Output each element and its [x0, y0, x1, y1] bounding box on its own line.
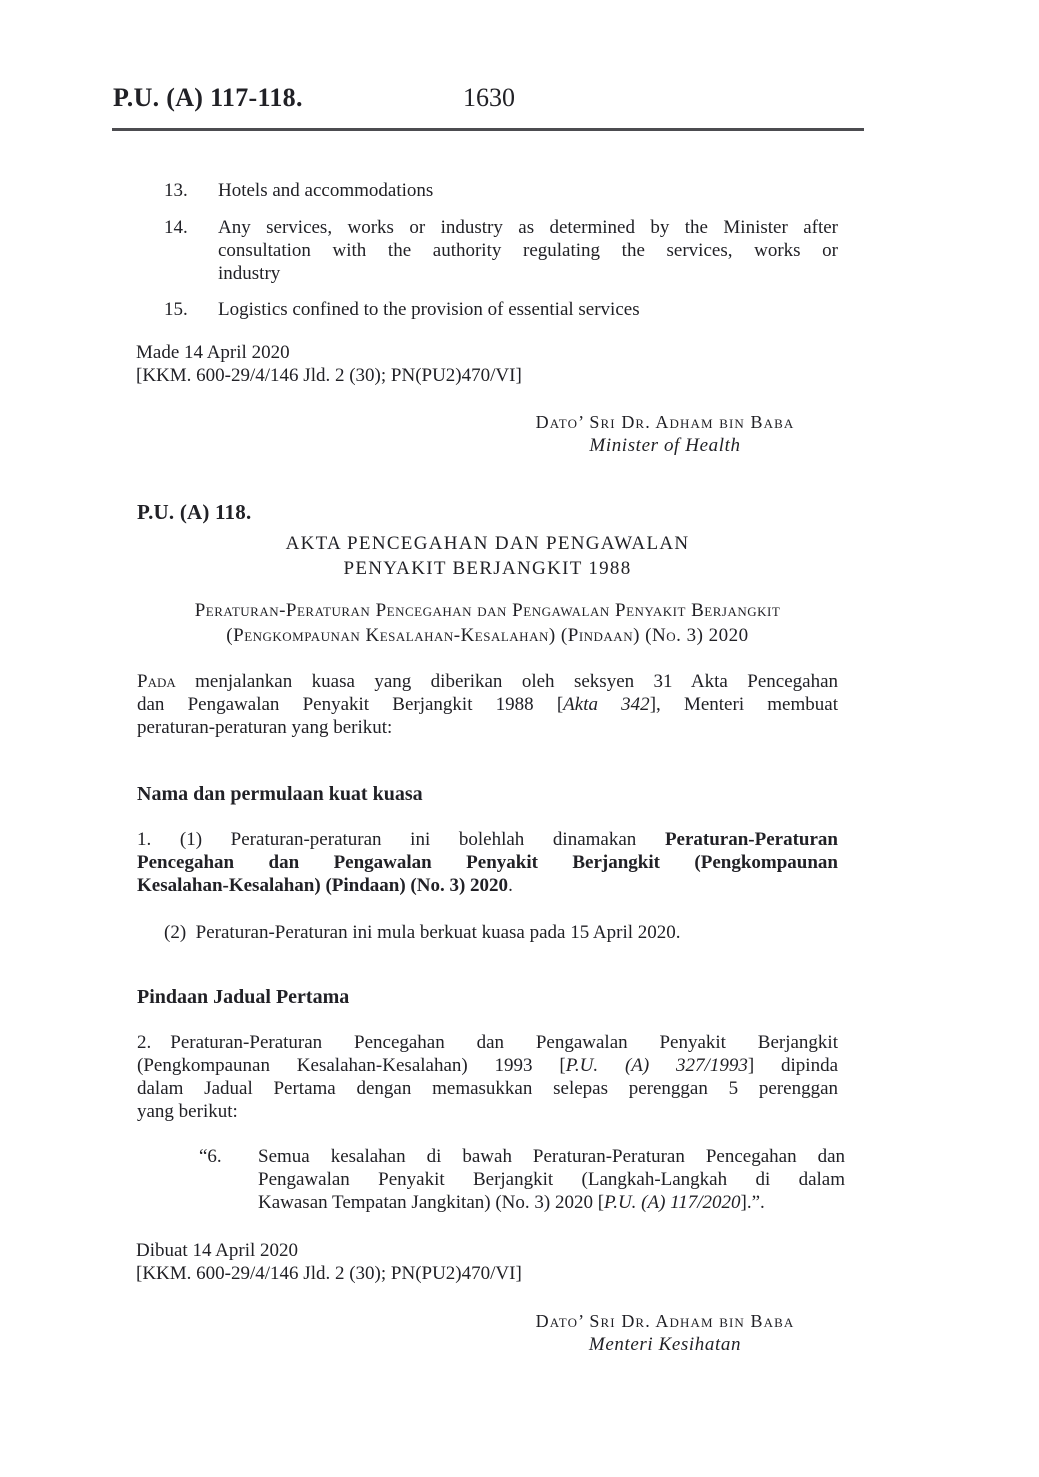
list-item-number: 13.: [164, 180, 188, 201]
regulation-title: [137, 598, 838, 648]
list-item-number: 14.: [164, 217, 188, 238]
signatory-name: Dato’ Sri Dr. Adham bin Baba: [535, 1311, 795, 1331]
heading-nama: Nama dan permulaan kuat kuasa: [137, 783, 423, 805]
list-item-text: Hotels and accommodations: [218, 180, 434, 201]
regulation-1-subsection-2: (2) Peraturan-Peraturan ini mula berkuat kuasa pada 15 April 2020.: [164, 922, 681, 943]
quote-paragraph-text: Semua kesalahan di bawah Peraturan-Peraturan Pencegahan dan Pengawalan Penyakit Berjangkit (Langkah-Langkah di dalam Kawasan Tempatan Jangkitan) (No. 3) 2020 [P.U. (A) 117/2020].”.: [258, 1146, 845, 1213]
list-item-text: Logistics confined to the provision of essential services: [218, 299, 640, 320]
preamble-paragraph: Pada menjalankan kuasa yang diberikan oleh seksyen 31 Akta Pencegahan dan Pengawalan Penyakit Berjangkit 1988 [Akta 342], Menteri membuat peraturan-peraturan yang berikut:: [137, 671, 838, 738]
inserted-paragraph-quote: [199, 1145, 845, 1214]
list-item-14: [137, 216, 838, 285]
signature-block-2: [515, 1310, 815, 1356]
gazette-number-heading: P.U. (A) 117-118.: [113, 83, 303, 112]
dibuat-block: [136, 1239, 837, 1285]
regulation-title-line1: Peraturan-Peraturan Pencegahan dan Pengawalan Penyakit Berjangkit: [194, 600, 781, 621]
made-block: [136, 341, 837, 387]
act-title-line2: PENYAKIT BERJANGKIT 1988: [343, 558, 632, 579]
section-number-heading: P.U. (A) 118.: [137, 500, 252, 524]
reference-line: [KKM. 600-29/4/146 Jld. 2 (30); PN(PU2)470/VI]: [136, 365, 522, 386]
signature-block-1: [515, 411, 815, 457]
list-item-15: [137, 298, 838, 321]
act-title: [137, 531, 838, 581]
page-number: 1630: [463, 83, 515, 112]
list-item-text: Any services, works or industry as determined by the Minister after consultation with the authority regulating the services, works or industry: [218, 217, 838, 284]
reference-line: [KKM. 600-29/4/146 Jld. 2 (30); PN(PU2)470/VI]: [136, 1263, 522, 1284]
act-title-line1: AKTA PENCEGAHAN DAN PENGAWALAN: [285, 533, 690, 554]
regulation-1-paragraph: 1. (1) Peraturan-peraturan ini bolehlah dinamakan Peraturan-Peraturan Pencegahan dan Pengawalan Penyakit Berjangkit (Pengkompaunan Kesalahan-Kesalahan) (Pindaan) (No. 3) 2020.: [137, 829, 838, 896]
signatory-title: Menteri Kesihatan: [588, 1334, 742, 1355]
signatory-title: Minister of Health: [589, 435, 741, 456]
signatory-name: Dato’ Sri Dr. Adham bin Baba: [535, 412, 795, 432]
regulation-2-paragraph: 2. Peraturan-Peraturan Pencegahan dan Pengawalan Penyakit Berjangkit (Pengkompaunan Kesalahan-Kesalahan) 1993 [P.U. (A) 327/1993] dipinda dalam Jadual Pertama dengan memasukkan selepas perenggan 5 perenggan yang berikut:: [137, 1032, 839, 1122]
made-date-line: Made 14 April 2020: [136, 342, 290, 363]
heading-pindaan: Pindaan Jadual Pertama: [137, 986, 350, 1008]
list-item-number: 15.: [164, 299, 188, 320]
regulation-title-line2: (Pengkompaunan Kesalahan-Kesalahan) (Pindaan) (No. 3) 2020: [226, 625, 749, 646]
dibuat-date-line: Dibuat 14 April 2020: [136, 1240, 299, 1261]
list-item-13: [137, 179, 838, 202]
quote-paragraph-number: “6.: [199, 1146, 222, 1167]
header-divider-rule: [112, 128, 864, 131]
